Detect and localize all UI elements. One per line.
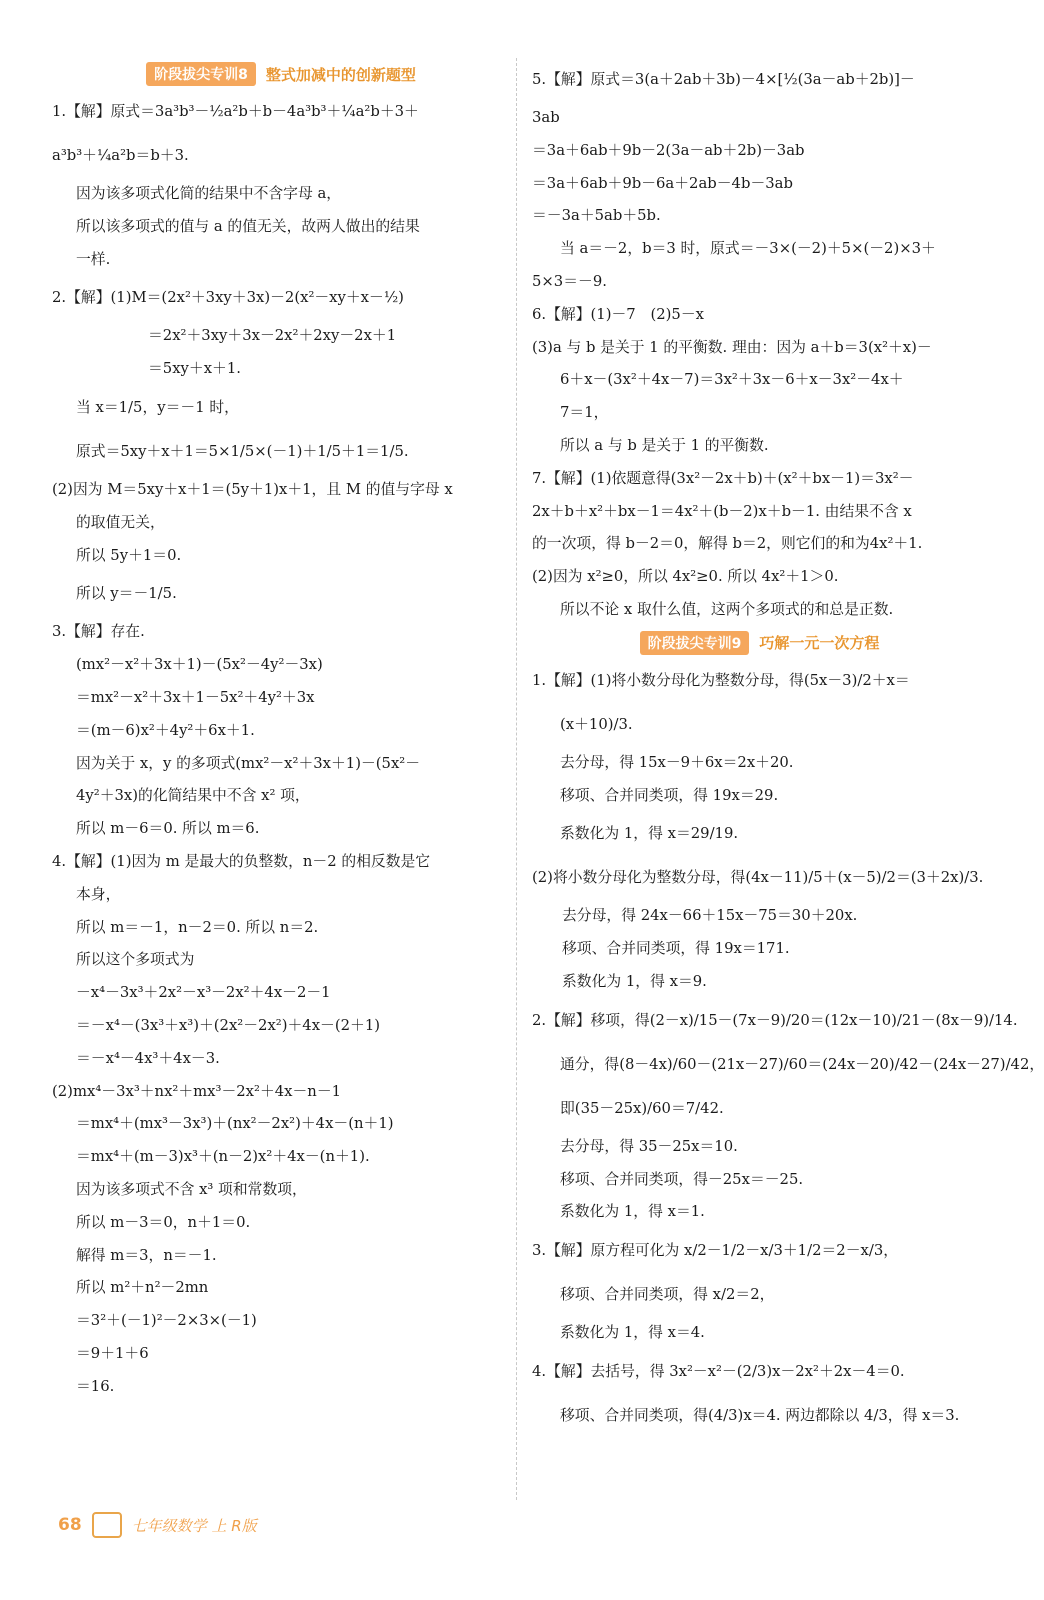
text-line: (mx²－x²＋3x＋1)－(5x²－4y²－3x) <box>76 656 323 674</box>
left-column <box>52 58 510 1404</box>
text-line: 系数化为 1，得 x＝29/19. <box>560 825 739 843</box>
text-line: 所以不论 x 取什么值，这两个多项式的和总是正数. <box>560 600 894 618</box>
text-line: 7＝1， <box>560 404 609 422</box>
text-line: 去分母，得 35－25x＝10. <box>560 1137 738 1155</box>
text-line: 1.【解】原式＝3a³b³－½a²b＋b－4a³b³＋¼a²b＋3＋ <box>52 103 419 120</box>
text-line: 4y²＋3x)的化简结果中不含 x² 项， <box>76 787 310 805</box>
text-line: ＝mx⁴＋(m－3)x³＋(n－2)x²＋4x－(n＋1). <box>76 1148 370 1166</box>
text-line: ＝5xy＋x＋1. <box>148 360 241 378</box>
text-line: 因为该多项式不含 x³ 项和常数项， <box>76 1180 307 1198</box>
page-footer <box>58 1512 257 1538</box>
text-line: 当 x＝1/5，y＝－1 时， <box>76 398 239 416</box>
section-badge: 阶段拔尖专训9 <box>640 631 750 655</box>
text-line: －x⁴－3x³＋2x²－x³－2x²＋4x－2－1 <box>76 984 331 1002</box>
text-line: 3.【解】存在. <box>52 623 145 641</box>
text-line: 所以 a 与 b 是关于 1 的平衡数. <box>560 436 769 454</box>
text-line: ＝2x²＋3xy＋3x－2x²＋2xy－2x＋1 <box>148 327 397 345</box>
text-line: 通分，得(8－4x)/60－(21x－27)/60＝(24x－20)/42－(24x－27)/42， <box>560 1055 1044 1073</box>
text-line: 3ab <box>532 109 560 126</box>
text-line: ＝3²＋(－1)²－2×3×(－1) <box>76 1312 257 1330</box>
text-line: 所以这个多项式为 <box>76 951 195 969</box>
text-line: 即(35－25x)/60＝7/42. <box>560 1099 724 1117</box>
section-topic: 整式加减中的创新题型 <box>265 65 416 84</box>
text-line: 所以 y＝－1/5. <box>76 585 177 603</box>
text-line: (2)因为 M＝5xy＋x＋1＝(5y＋1)x＋1，且 M 的值与字母 x <box>52 480 453 498</box>
text-line: 5.【解】原式＝3(a＋2ab＋3b)－4×[½(3a－ab＋2b)]－ <box>532 71 915 88</box>
text-line: 3.【解】原方程可化为 x/2－1/2－x/3＋1/2＝2－x/3， <box>532 1242 899 1260</box>
section-topic: 巧解一元一次方程 <box>759 634 880 653</box>
text-line: 1.【解】(1)将小数分母化为整数分母，得(5x－3)/2＋x＝ <box>532 671 910 689</box>
text-line: 系数化为 1，得 x＝4. <box>560 1324 705 1342</box>
text-line: 本身， <box>76 885 121 903</box>
text-line: 解得 m＝3，n＝－1. <box>76 1246 217 1264</box>
text-line: 所以 m－3＝0，n＋1＝0. <box>76 1213 251 1231</box>
text-line: 去分母，得 24x－66＋15x－75＝30＋20x. <box>562 907 858 925</box>
text-line: 移项、合并同类项，得 19x＝171. <box>562 940 790 958</box>
text-line: ＝mx⁴＋(mx³－3x³)＋(nx²－2x²)＋4x－(n＋1) <box>76 1115 394 1133</box>
text-line: 一样. <box>76 250 111 268</box>
text-line: 去分母，得 15x－9＋6x＝2x＋20. <box>560 753 794 771</box>
section-badge: 阶段拔尖专训8 <box>146 62 256 86</box>
text-line: 2x＋b＋x²＋bx－1＝4x²＋(b－2)x＋b－1. 由结果不含 x <box>532 502 912 520</box>
text-line: 所以 5y＋1＝0. <box>76 546 182 564</box>
text-line: ＝16. <box>76 1377 115 1395</box>
text-line: (2)mx⁴－3x³＋nx²＋mx³－2x²＋4x－n－1 <box>52 1082 342 1100</box>
page-number: 68 <box>58 1515 82 1535</box>
text-line: ＝9＋1＋6 <box>76 1344 149 1362</box>
text-line: 4.【解】(1)因为 m 是最大的负整数，n－2 的相反数是它 <box>52 852 431 870</box>
text-line: 所以 m＝－1，n－2＝0. 所以 n＝2. <box>76 918 319 936</box>
text-line: 原式＝5xy＋x＋1＝5×1/5×(－1)＋1/5＋1＝1/5. <box>76 442 409 460</box>
text-line: 系数化为 1，得 x＝9. <box>562 972 707 990</box>
text-line: 7.【解】(1)依题意得(3x²－2x＋b)＋(x²＋bx－1)＝3x²－ <box>532 469 914 487</box>
book-title: 七年级数学 上 R版 <box>131 1516 257 1535</box>
text-line: 5×3＝－9. <box>532 272 607 290</box>
right-column <box>532 58 1044 1438</box>
text-line: 因为该多项式化简的结果中不含字母 a， <box>76 185 342 202</box>
text-line: (2)将小数分母化为整数分母，得(4x－11)/5＋(x－5)/2＝(3＋2x)/3. <box>532 869 984 887</box>
text-line: ＝－3a＋5ab＋5b. <box>532 207 661 225</box>
text-line: a³b³＋¼a²b＝b＋3. <box>52 147 189 164</box>
text-line: (3)a 与 b 是关于 1 的平衡数. 理由：因为 a＋b＝3(x²＋x)－ <box>532 338 932 356</box>
column-divider <box>516 58 517 1500</box>
text-line: 所以 m－6＝0. 所以 m＝6. <box>76 820 260 838</box>
section-header-9 <box>532 627 987 659</box>
text-line: 6＋x－(3x²＋4x－7)＝3x²＋3x－6＋x－3x²－4x＋ <box>560 371 904 389</box>
text-line: 移项、合并同类项，得 x/2＝2， <box>560 1286 775 1304</box>
text-line: ＝－x⁴－(3x³＋x³)＋(2x²－2x²)＋4x－(2＋1) <box>76 1016 381 1034</box>
text-line: ＝(m－6)x²＋4y²＋6x＋1. <box>76 721 255 739</box>
text-line: 移项、合并同类项，得(4/3)x＝4. 两边都除以 4/3，得 x＝3. <box>560 1406 960 1424</box>
text-line: 4.【解】去括号，得 3x²－x²－(2/3)x－2x²＋2x－4＝0. <box>532 1362 905 1380</box>
text-line: (x＋10)/3. <box>560 715 633 733</box>
text-line: 所以 m²＋n²－2mn <box>76 1279 209 1297</box>
text-line: 6.【解】(1)－7 (2)5－x <box>532 305 704 323</box>
brand-logo-icon <box>92 1512 122 1538</box>
text-line: 移项、合并同类项，得－25x＝－25. <box>560 1170 804 1188</box>
text-line: ＝mx²－x²＋3x＋1－5x²＋4y²＋3x <box>76 688 315 706</box>
text-line: 的一次项，得 b－2＝0，解得 b＝2，则它们的和为4x²＋1. <box>532 535 923 553</box>
text-line: 移项、合并同类项，得 19x＝29. <box>560 786 779 804</box>
text-line: 2.【解】移项，得(2－x)/15－(7x－9)/20＝(12x－10)/21－(8x－9)/14. <box>532 1011 1018 1029</box>
text-line: 2.【解】(1)M＝(2x²＋3xy＋3x)－2(x²－xy＋x－½) <box>52 289 404 307</box>
text-line: ＝3a＋6ab＋9b－6a＋2ab－4b－3ab <box>532 174 793 192</box>
text-line: (2)因为 x²≥0，所以 4x²≥0. 所以 4x²＋1＞0. <box>532 568 839 586</box>
text-line: 的取值无关， <box>76 513 165 531</box>
text-line: 当 a＝－2，b＝3 时，原式＝－3×(－2)＋5×(－2)×3＋ <box>560 240 936 258</box>
text-line: 所以该多项式的值与 a 的值无关，故两人做出的结果 <box>76 217 420 235</box>
text-line: 系数化为 1，得 x＝1. <box>560 1203 705 1221</box>
text-line: ＝－x⁴－4x³＋4x－3. <box>76 1049 220 1067</box>
text-line: 因为关于 x，y 的多项式(mx²－x²＋3x＋1)－(5x²－ <box>76 754 421 772</box>
text-line: ＝3a＋6ab＋9b－2(3a－ab＋2b)－3ab <box>532 141 805 159</box>
section-header-8 <box>52 58 510 90</box>
